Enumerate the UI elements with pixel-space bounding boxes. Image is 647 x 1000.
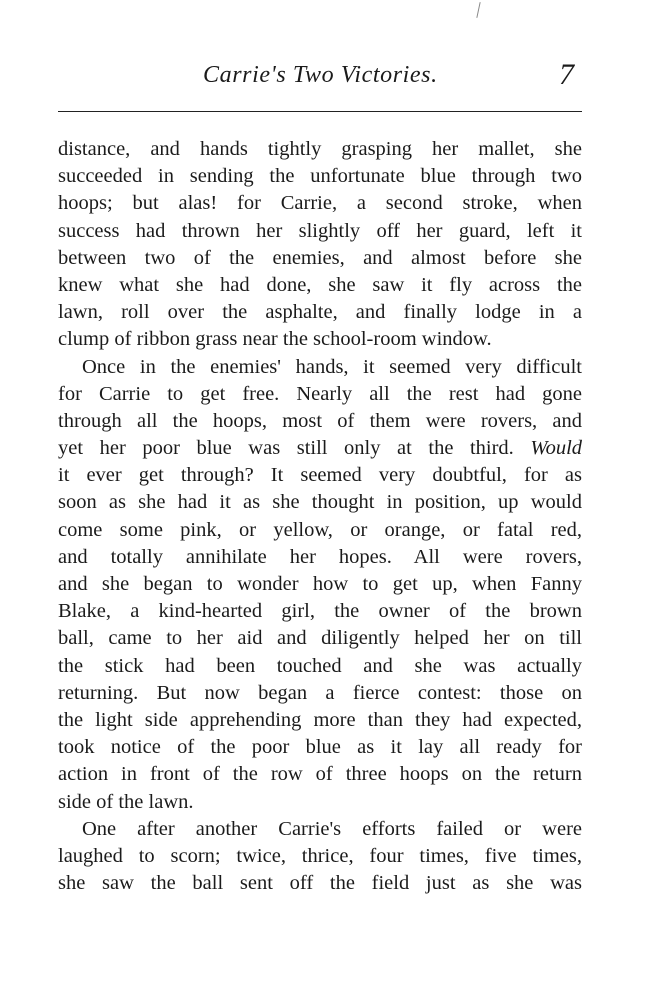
page-number: 7	[559, 58, 574, 91]
text-line: returning. But now began a fierce contest: those on	[58, 681, 582, 704]
text-line: ball, came to her aid and diligently helped her on till	[58, 627, 582, 650]
text-line: for Carrie to get free. Nearly all the rest had gone	[58, 382, 582, 405]
running-title: Carrie's Two Victories.	[203, 62, 438, 88]
text-line: side of the lawn.	[58, 790, 194, 813]
header-rule	[58, 111, 582, 112]
text-line: come some pink, or yellow, or orange, or fatal red,	[58, 518, 582, 541]
text-line: between two of the enemies, and almost before she	[58, 246, 582, 269]
text-line: it ever get through? It seemed very doubtful, for as	[58, 464, 582, 487]
text-line: through all the hoops, most of them were rovers, and	[58, 409, 582, 432]
text-line: the light side apprehending more than they had expected,	[58, 708, 582, 731]
text-line: she saw the ball sent off the field just as she was	[58, 872, 582, 895]
text-line-with-emphasis	[58, 435, 582, 462]
text-line: One after another Carrie's efforts failed or were	[82, 817, 582, 840]
text-line: clump of ribbon grass near the school-room window.	[58, 328, 492, 351]
text-line: took notice of the poor blue as it lay all ready for	[58, 736, 582, 759]
text-line: laughed to scorn; twice, thrice, four times, five times,	[58, 844, 582, 867]
text-line: Blake, a kind-hearted girl, the owner of the brown	[58, 600, 582, 623]
emphasized-word: Would	[530, 437, 583, 460]
text-line: lawn, roll over the asphalte, and finally lodge in a	[58, 301, 582, 324]
text-line: and she began to wonder how to get up, when Fanny	[58, 573, 582, 595]
text-line: soon as she had it as she thought in position, up would	[58, 491, 582, 514]
text-line: the stick had been touched and she was actually	[58, 654, 582, 677]
page-header	[58, 58, 582, 98]
text-line: hoops; but alas! for Carrie, a second stroke, when	[58, 192, 582, 215]
text-line: distance, and hands tightly grasping her mallet, she	[58, 138, 582, 160]
body-text	[58, 136, 582, 897]
text-line: action in front of the row of three hoops on the return	[58, 763, 582, 786]
text-line: succeeded in sending the unfortunate blue through two	[58, 165, 582, 188]
text-line: knew what she had done, she saw it fly across the	[58, 273, 582, 296]
text-line: success had thrown her slightly off her guard, left it	[58, 219, 582, 242]
text-line: and totally annihilate her hopes. All were rovers,	[58, 545, 582, 568]
text-line: Once in the enemies' hands, it seemed very difficult	[82, 355, 582, 378]
stray-mark	[476, 2, 480, 18]
text-segment: yet her poor blue was still only at the third.	[58, 437, 514, 460]
